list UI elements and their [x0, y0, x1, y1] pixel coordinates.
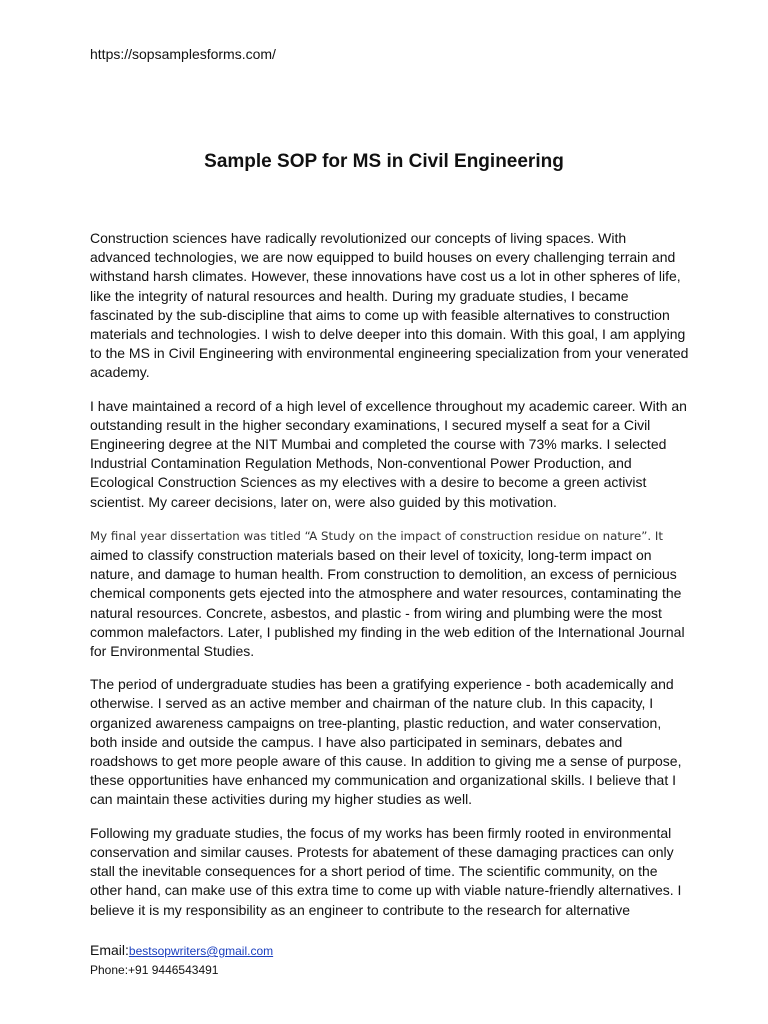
footer-phone: Phone:+91 9446543491 [90, 963, 219, 977]
email-label: Email: [90, 942, 129, 958]
paragraph-motivation: Following my graduate studies, the focus of my works has been firmly rooted in environmental conservation and similar causes. Protests for abatement of these damaging practices can only stall the inevitable consequences for a short period of time. The scientific community, on the other hand, can make use of this extra time to come up with viable nature-friendly alternatives. I believe it is my responsibility as an engineer to contribute to the research for alternative [90, 824, 682, 918]
document-body [90, 229, 690, 934]
paragraph-extracurricular: The period of undergraduate studies has been a gratifying experience - both academically and otherwise. I served as an active member and chairman of the nature club. In this capacity, I organized awareness campaigns on tree-planting, plastic reduction, and water conservation, both inside and outside the campus. I have also participated in seminars, debates and roadshows to get more people aware of this cause. In addition to giving me a sense of purpose, these opportunities have enhanced my communication and organizational skills. I believe that I can maintain these activities during my higher studies as well. [90, 676, 682, 808]
paragraph-intro: Construction sciences have radically revolutionized our concepts of living spaces. With advanced technologies, we are now equipped to build houses on every challenging terrain and withstand harsh climates. However, these innovations have cost us a lot in other spheres of life, like the integrity of natural resources and health. During my graduate studies, I became fascinated by the sub-discipline that aims to come up with feasible alternatives to construction materials and technologies. I wish to delve deeper into this domain. With this goal, I am applying to the MS in Civil Engineering with environmental engineering specialization from your venerated academy. [90, 230, 689, 381]
paragraph-dissertation [90, 526, 690, 661]
document-footer [90, 940, 273, 979]
paragraph-academics: I have maintained a record of a high level of excellence throughout my academic career. With an outstanding result in the higher secondary examinations, I secured myself a seat for a Civil Engineering degree at the NIT Mumbai and completed the course with 73% marks. I selected Industrial Contamination Regulation Methods, Non-conventional Power Production, and Ecological Construction Sciences as my electives with a desire to become a green activist scientist. My career decisions, later on, were also guided by this motivation. [90, 397, 687, 510]
dissertation-body: aimed to classify construction materials based on their level of toxicity, long-term impact on nature, and damage to human health. From construction to demolition, an excess of pernicious chemical components gets ejected into the atmosphere and water resources, contaminating the natural resources. Concrete, asbestos, and plastic - from wiring and plumbing were the most common malefactors. Later, I published my finding in the web edition of the International Journal for Environmental Studies. [90, 547, 685, 660]
email-link[interactable]: bestsopwriters@gmail.com [128, 944, 274, 958]
dissertation-title-line: My final year dissertation was titled “A Study on the impact of construction residue on nature”. It [90, 528, 664, 543]
footer-email-line [90, 940, 273, 961]
header-url: https://sopsamplesforms.com/ [90, 46, 276, 62]
document-title: Sample SOP for MS in Civil Engineering [204, 151, 564, 172]
